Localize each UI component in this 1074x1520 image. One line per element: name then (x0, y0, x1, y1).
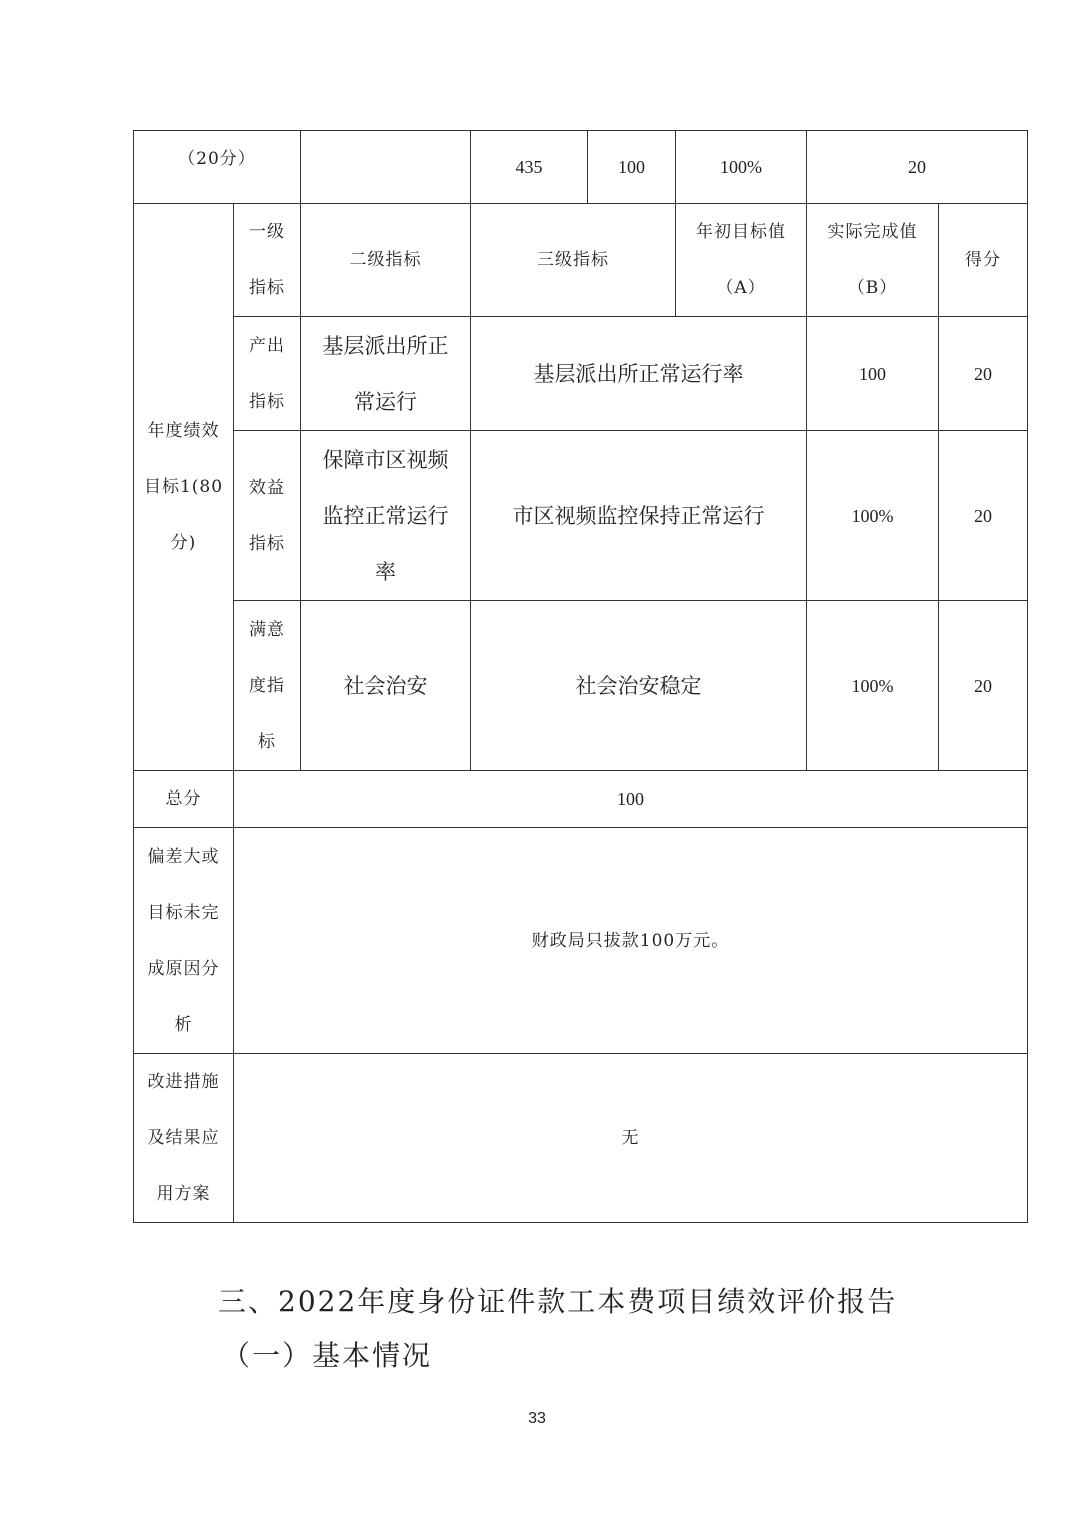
indicator-score: 20 (974, 675, 992, 696)
annual-goal-label-text: 年度绩效目标1(80分) (143, 421, 224, 553)
header-level1 (234, 204, 300, 316)
indicator-actual: 100 (859, 363, 886, 384)
indicator-level3: 市区视频监控保持正常运行 (512, 503, 765, 528)
indicator-level1-text: 效益指标 (249, 477, 285, 554)
indicator-level1-text: 满意度指标 (249, 619, 285, 752)
indicator-actual: 100% (851, 505, 894, 526)
indicator-actual: 100% (851, 675, 894, 696)
page-number: 33 (528, 1410, 546, 1427)
deviation-label-text: 偏差大或目标未完成原因分析 (147, 846, 220, 1035)
indicator-level2-text: 基层派出所正常运行 (322, 333, 449, 414)
improvement-value: 无 (621, 1128, 640, 1148)
table-border-right (1027, 130, 1028, 1223)
improvement-label-text: 改进措施及结果应用方案 (147, 1072, 220, 1204)
total-label: 总分 (165, 789, 202, 809)
indicator-level1 (234, 431, 300, 600)
header-level3: 三级指标 (537, 250, 609, 270)
top-row-label: （20分） (178, 149, 256, 169)
total-value: 100 (617, 789, 644, 809)
indicator-level2 (301, 431, 470, 600)
header-score: 得分 (965, 250, 1001, 270)
header-level2: 二级指标 (349, 250, 422, 270)
indicator-level3: 社会治安稳定 (575, 673, 702, 698)
indicator-level1 (234, 317, 300, 430)
top-row-col-a: 435 (515, 157, 543, 177)
header-target-text: 年初目标值（A） (696, 222, 786, 298)
top-row-col-b: 100 (618, 157, 645, 177)
indicator-level2-text: 保障市区视频监控正常运行率 (322, 447, 449, 584)
header-target (676, 204, 806, 316)
indicator-score: 20 (974, 363, 992, 384)
deviation-label (134, 828, 233, 1053)
top-row-score: 20 (908, 157, 926, 177)
indicator-level1-text: 产出指标 (249, 335, 285, 412)
indicator-level2 (301, 317, 470, 430)
header-actual (807, 204, 938, 316)
section-heading: 三、2022年度身份证件款工本费项目绩效评价报告 (218, 1285, 898, 1318)
indicator-score: 20 (974, 505, 992, 526)
table-border-bottom (133, 1222, 1028, 1223)
header-level1-text: 一级指标 (249, 222, 285, 298)
indicator-level2: 社会治安 (343, 673, 428, 698)
subsection-heading: （一）基本情况 (222, 1339, 433, 1372)
indicator-level3: 基层派出所正常运行率 (533, 361, 744, 386)
improvement-label (134, 1054, 233, 1222)
annual-goal-label (134, 204, 233, 770)
deviation-value: 财政局只拔款100万元。 (531, 930, 730, 951)
indicator-level1 (234, 601, 300, 770)
top-row-col-c: 100% (720, 157, 762, 177)
header-actual-text: 实际完成值（B） (827, 222, 918, 298)
col-divider (300, 130, 301, 203)
